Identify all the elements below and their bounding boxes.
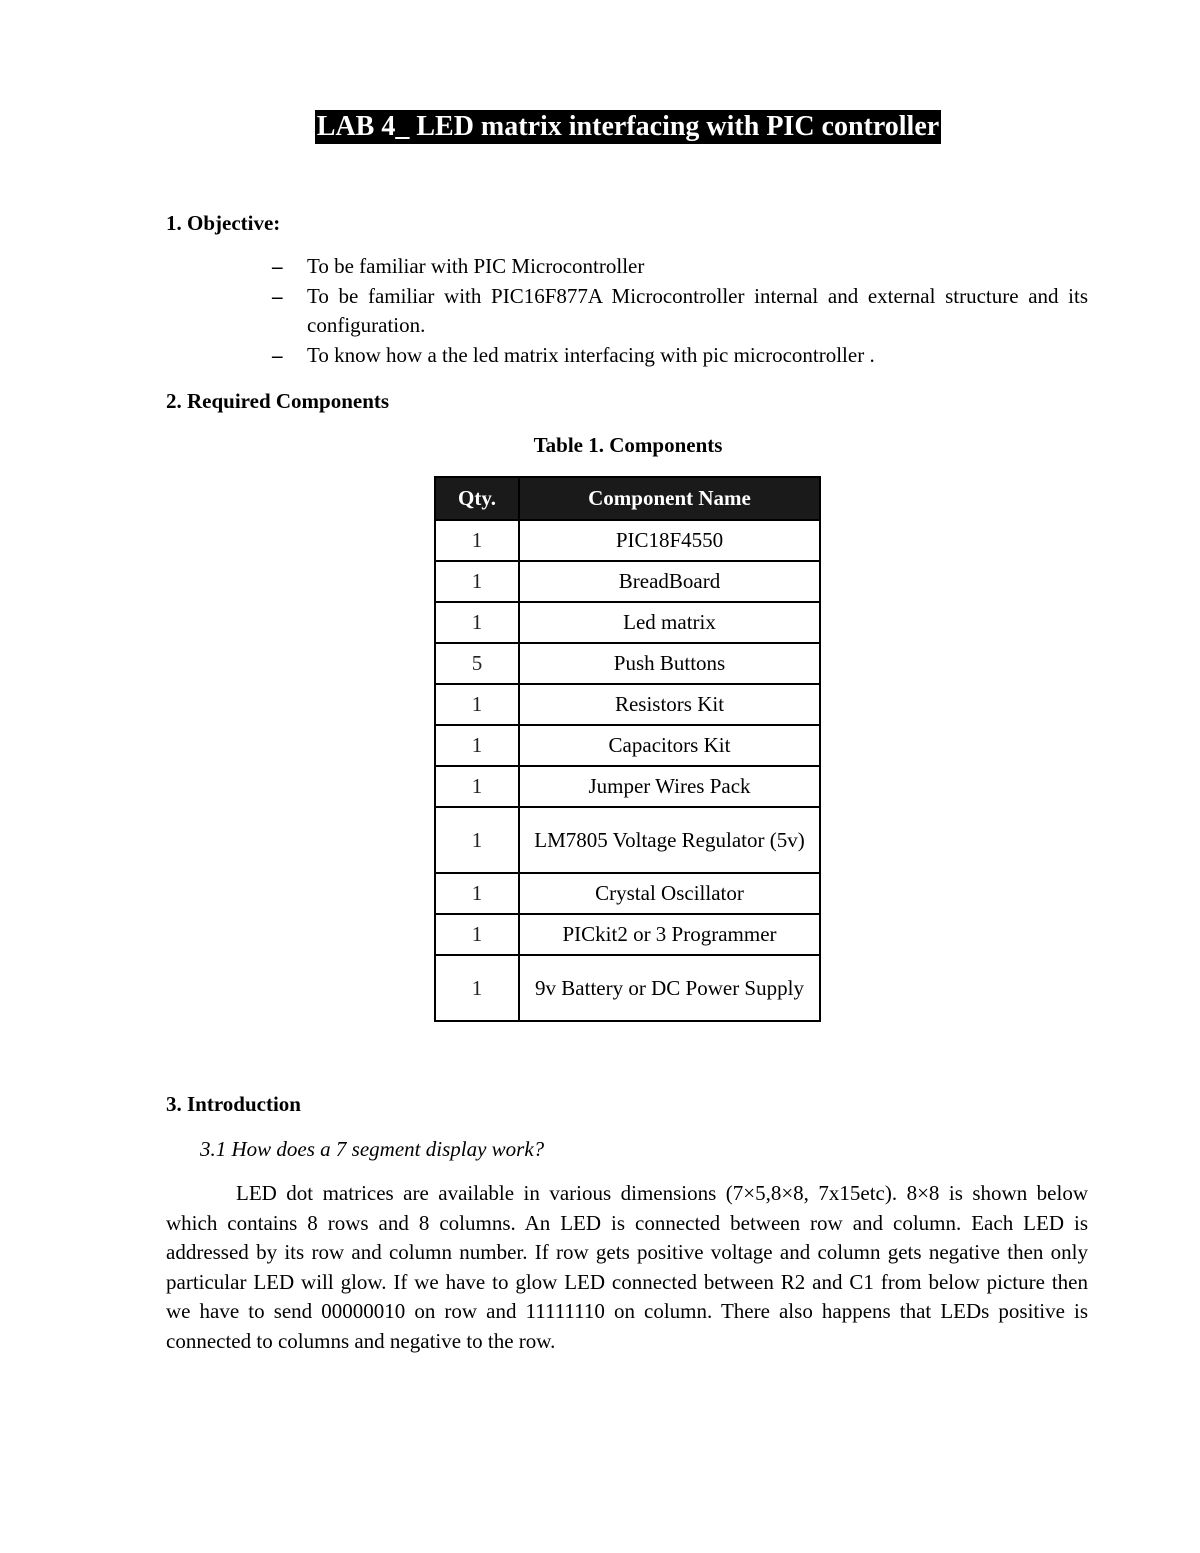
qty-cell: 1	[435, 873, 519, 914]
qty-cell: 5	[435, 643, 519, 684]
table-row	[435, 520, 820, 561]
qty-cell: 1	[435, 914, 519, 955]
qty-cell: 1	[435, 602, 519, 643]
qty-cell: 1	[435, 955, 519, 1021]
component-name-cell: PIC18F4550	[519, 520, 820, 561]
objective-item-text: To be familiar with PIC16F877A Microcontroller internal and external structure and its configuration.	[307, 283, 1088, 337]
table-caption: Table 1. Components	[533, 433, 723, 457]
objective-item	[272, 341, 1088, 371]
qty-cell: 1	[435, 725, 519, 766]
objective-item-text: To know how a the led matrix interfacing with pic microcontroller .	[307, 342, 875, 367]
table-row	[435, 561, 820, 602]
qty-cell: 1	[435, 561, 519, 602]
component-name-cell: Capacitors Kit	[519, 725, 820, 766]
component-name-cell: 9v Battery or DC Power Supply	[519, 955, 820, 1021]
components-table	[434, 476, 821, 1022]
qty-cell: 1	[435, 766, 519, 807]
objective-item-text: To be familiar with PIC Microcontroller	[307, 254, 645, 278]
component-name-cell: Led matrix	[519, 602, 820, 643]
table-row	[435, 914, 820, 955]
table-row	[435, 602, 820, 643]
table-row	[435, 807, 820, 873]
table-row	[435, 873, 820, 914]
qty-cell: 1	[435, 684, 519, 725]
introduction-subheading: 3.1 How does a 7 segment display work?	[200, 1137, 545, 1161]
objective-item	[272, 252, 1088, 282]
introduction-heading: 3. Introduction	[166, 1092, 301, 1116]
component-name-cell: BreadBoard	[519, 561, 820, 602]
component-name-cell: Resistors Kit	[519, 684, 820, 725]
page-title: LAB 4_ LED matrix interfacing with PIC controller	[316, 111, 940, 142]
dash-bullet-icon: –	[272, 342, 283, 367]
objective-heading: 1. Objective:	[166, 211, 281, 235]
introduction-paragraph: LED dot matrices are available in various dimensions (7×5,8×8, 7x15etc). 8×8 is shown below which contains 8 rows and 8 columns. An LED is connected between row and column. Each LED is addressed by its row and column number. If row gets positive voltage and column gets negative then only particular LED will glow. If we have to glow LED connected between R2 and C1 from below picture then we have to send 00000010 on row and 11111110 on column. There also happens that LEDs positive is connected to columns and negative to the row.	[166, 1181, 1088, 1353]
component-name-column-header: Component Name	[519, 477, 820, 520]
title-container	[0, 110, 1200, 144]
qty-cell: 1	[435, 807, 519, 873]
table-row	[435, 684, 820, 725]
table-row	[435, 955, 820, 1021]
component-name-cell: Crystal Oscillator	[519, 873, 820, 914]
qty-cell: 1	[435, 520, 519, 561]
table-row	[435, 766, 820, 807]
component-name-cell: Push Buttons	[519, 643, 820, 684]
table-header-row	[435, 477, 820, 520]
dash-bullet-icon: –	[272, 283, 283, 308]
component-name-cell: Jumper Wires Pack	[519, 766, 820, 807]
qty-column-header: Qty.	[435, 477, 519, 520]
components-heading: 2. Required Components	[166, 389, 390, 413]
table-row	[435, 725, 820, 766]
component-name-cell: PICkit2 or 3 Programmer	[519, 914, 820, 955]
dash-bullet-icon: –	[272, 254, 283, 278]
component-name-cell: LM7805 Voltage Regulator (5v)	[519, 807, 820, 873]
objective-list	[272, 252, 1088, 370]
table-row	[435, 643, 820, 684]
objective-item	[272, 282, 1088, 341]
